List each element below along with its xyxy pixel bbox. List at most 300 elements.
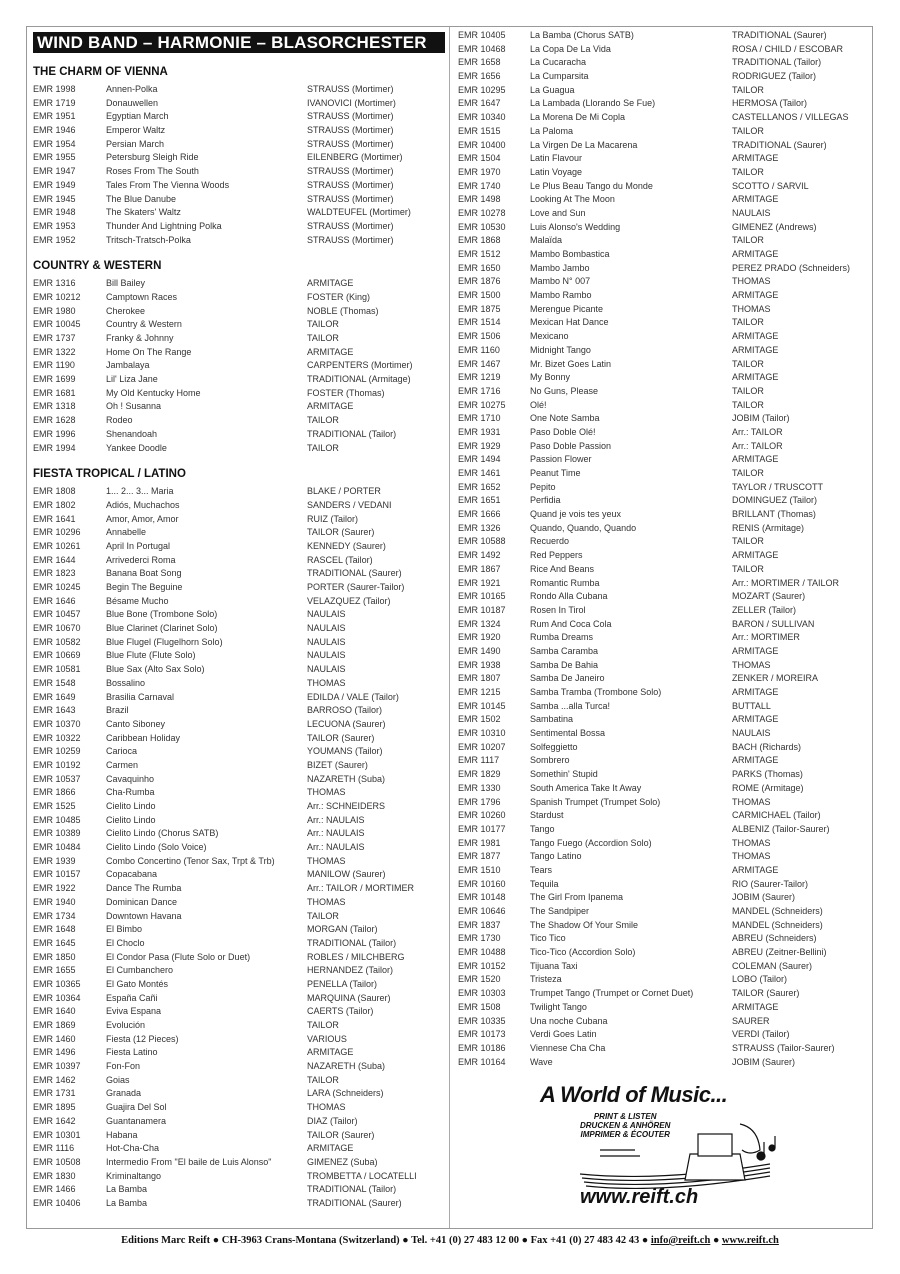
catalog-row[interactable] bbox=[458, 97, 870, 111]
composer-arranger: TAILOR bbox=[732, 536, 764, 547]
catalog-row[interactable] bbox=[33, 513, 445, 527]
piece-title: Goias bbox=[106, 1074, 130, 1085]
catalog-row[interactable] bbox=[458, 371, 870, 385]
catalog-row[interactable] bbox=[33, 1183, 445, 1197]
piece-title: Latin Voyage bbox=[530, 166, 583, 177]
piece-title: Habana bbox=[106, 1129, 138, 1140]
catalog-row[interactable] bbox=[458, 782, 870, 796]
catalog-row[interactable] bbox=[33, 110, 445, 124]
catalog-row[interactable] bbox=[33, 800, 445, 814]
catalog-number: EMR 10670 bbox=[33, 623, 81, 634]
catalog-row[interactable] bbox=[458, 494, 870, 508]
piece-title: Fon-Fon bbox=[106, 1061, 141, 1072]
catalog-number: EMR 1650 bbox=[458, 262, 501, 273]
reift-logo[interactable] bbox=[540, 1082, 790, 1212]
catalog-row[interactable] bbox=[458, 590, 870, 604]
catalog-row[interactable] bbox=[458, 1042, 870, 1056]
catalog-row[interactable] bbox=[33, 718, 445, 732]
catalog-row[interactable] bbox=[33, 318, 445, 332]
catalog-row[interactable] bbox=[33, 581, 445, 595]
catalog-row[interactable] bbox=[33, 1087, 445, 1101]
catalog-row[interactable] bbox=[33, 992, 445, 1006]
catalog-row[interactable] bbox=[458, 700, 870, 714]
composer-arranger: NAULAIS bbox=[732, 207, 771, 218]
composer-arranger: MARQUINA (Saurer) bbox=[307, 992, 391, 1003]
catalog-number: EMR 10400 bbox=[458, 139, 506, 150]
catalog-row[interactable] bbox=[458, 234, 870, 248]
catalog-row[interactable] bbox=[33, 151, 445, 165]
catalog-number: EMR 1318 bbox=[33, 401, 76, 412]
catalog-number: EMR 1642 bbox=[33, 1115, 76, 1126]
composer-arranger: ARMITAGE bbox=[732, 153, 779, 164]
composer-arranger: TAILOR bbox=[307, 1074, 339, 1085]
catalog-row[interactable] bbox=[458, 713, 870, 727]
composer-arranger: CAERTS (Tailor) bbox=[307, 1006, 374, 1017]
catalog-row[interactable] bbox=[458, 659, 870, 673]
catalog-number: EMR 10588 bbox=[458, 536, 506, 547]
catalog-row[interactable] bbox=[458, 467, 870, 481]
catalog-row[interactable] bbox=[458, 618, 870, 632]
composer-arranger: ARMITAGE bbox=[732, 454, 779, 465]
catalog-row[interactable] bbox=[458, 43, 870, 57]
composer-arranger: STRAUSS (Mortimer) bbox=[307, 220, 394, 231]
catalog-row[interactable] bbox=[458, 316, 870, 330]
catalog-row[interactable] bbox=[458, 440, 870, 454]
piece-title: Home On The Range bbox=[106, 346, 192, 357]
composer-arranger: TAILOR bbox=[732, 399, 764, 410]
catalog-row[interactable] bbox=[33, 910, 445, 924]
catalog-row[interactable] bbox=[33, 1115, 445, 1129]
catalog-row[interactable] bbox=[458, 796, 870, 810]
catalog-row[interactable] bbox=[458, 522, 870, 536]
catalog-row[interactable] bbox=[33, 691, 445, 705]
catalog-row[interactable] bbox=[33, 978, 445, 992]
catalog-row[interactable] bbox=[33, 1197, 445, 1211]
catalog-row[interactable] bbox=[33, 220, 445, 234]
website-link[interactable]: www.reift.ch bbox=[721, 1235, 779, 1246]
piece-title: Viennese Cha Cha bbox=[530, 1042, 606, 1053]
catalog-number: EMR 1945 bbox=[33, 193, 76, 204]
catalog-number: EMR 10192 bbox=[33, 759, 81, 770]
catalog-row[interactable] bbox=[458, 727, 870, 741]
catalog-row[interactable] bbox=[33, 745, 445, 759]
catalog-number: EMR 10389 bbox=[33, 828, 81, 839]
composer-arranger: Arr.: SCHNEIDERS bbox=[307, 801, 386, 811]
catalog-row[interactable] bbox=[458, 577, 870, 591]
catalog-row[interactable] bbox=[33, 359, 445, 373]
catalog-number: EMR 1808 bbox=[33, 486, 76, 497]
composer-arranger: TAILOR bbox=[732, 125, 764, 136]
catalog-row[interactable] bbox=[33, 773, 445, 787]
catalog-row[interactable] bbox=[33, 677, 445, 691]
catalog-row[interactable] bbox=[458, 823, 870, 837]
composer-arranger: NAZARETH (Suba) bbox=[307, 1061, 386, 1072]
piece-title: Mambo N° 007 bbox=[530, 276, 591, 287]
catalog-row[interactable] bbox=[458, 330, 870, 344]
catalog-number: EMR 1850 bbox=[33, 951, 76, 962]
catalog-number: EMR 1998 bbox=[33, 84, 76, 94]
catalog-number: EMR 1652 bbox=[458, 481, 501, 492]
piece-title: Malaïda bbox=[530, 235, 563, 246]
catalog-row[interactable] bbox=[33, 868, 445, 882]
catalog-row[interactable] bbox=[458, 604, 870, 618]
catalog-row[interactable] bbox=[33, 1156, 445, 1170]
catalog-row[interactable] bbox=[33, 234, 445, 248]
catalog-number: EMR 1647 bbox=[458, 98, 501, 109]
piece-title: Rum And Coca Cola bbox=[530, 618, 612, 629]
composer-arranger: BLAKE / PORTER bbox=[307, 486, 381, 497]
piece-title: The Shadow Of Your Smile bbox=[530, 919, 639, 930]
piece-title: La Bamba bbox=[106, 1197, 148, 1208]
catalog-row[interactable] bbox=[33, 841, 445, 855]
piece-title: Downtown Havana bbox=[106, 910, 182, 921]
catalog-number: EMR 1116 bbox=[33, 1143, 75, 1154]
catalog-row[interactable] bbox=[458, 672, 870, 686]
catalog-row[interactable] bbox=[458, 905, 870, 919]
composer-arranger: NAULAIS bbox=[307, 650, 346, 661]
piece-title: Rodeo bbox=[106, 415, 133, 426]
catalog-number: EMR 1498 bbox=[458, 194, 501, 205]
catalog-row[interactable] bbox=[458, 453, 870, 467]
catalog-number: EMR 1525 bbox=[33, 801, 76, 811]
composer-arranger: ARMITAGE bbox=[732, 194, 779, 205]
logo-url[interactable]: www.reift.ch bbox=[580, 1186, 699, 1208]
catalog-row[interactable] bbox=[33, 305, 445, 319]
catalog-row[interactable] bbox=[458, 535, 870, 549]
composer-arranger: BUTTALL bbox=[732, 700, 771, 711]
catalog-row[interactable] bbox=[458, 385, 870, 399]
catalog-row[interactable] bbox=[33, 649, 445, 663]
catalog-number: EMR 10405 bbox=[458, 30, 506, 40]
piece-title: South America Take It Away bbox=[530, 782, 642, 793]
catalog-number: EMR 1496 bbox=[33, 1047, 76, 1058]
composer-arranger: BARON / SULLIVAN bbox=[732, 618, 815, 629]
catalog-row[interactable] bbox=[33, 499, 445, 513]
catalog-number: EMR 1326 bbox=[458, 522, 501, 533]
composer-arranger: VARIOUS bbox=[307, 1033, 347, 1044]
piece-title: Mambo Jambo bbox=[530, 262, 590, 273]
catalog-row[interactable] bbox=[458, 207, 870, 221]
catalog-row[interactable] bbox=[33, 1074, 445, 1088]
catalog-row[interactable] bbox=[33, 814, 445, 828]
catalog-number: EMR 10488 bbox=[458, 947, 506, 958]
piece-title: Sambatina bbox=[530, 714, 574, 725]
piece-title: Blue Flugel (Flugelhorn Solo) bbox=[106, 636, 223, 647]
composer-arranger: SAURER bbox=[732, 1015, 770, 1026]
composer-arranger: STRAUSS (Tailor-Saurer) bbox=[732, 1042, 835, 1053]
catalog-row[interactable] bbox=[458, 180, 870, 194]
email-link[interactable]: info@reift.ch bbox=[650, 1235, 711, 1246]
catalog-row[interactable] bbox=[33, 540, 445, 554]
piece-title: Mexicano bbox=[530, 331, 569, 342]
composer-arranger: THOMAS bbox=[307, 787, 346, 798]
catalog-row[interactable] bbox=[33, 1033, 445, 1047]
composer-arranger: TAILOR (Saurer) bbox=[307, 1129, 375, 1140]
catalog-row[interactable] bbox=[458, 1001, 870, 1015]
composer-arranger: RASCEL (Tailor) bbox=[307, 554, 373, 565]
piece-title: Latin Flavour bbox=[530, 153, 583, 164]
catalog-number: EMR 10646 bbox=[458, 906, 506, 916]
catalog-row[interactable] bbox=[33, 206, 445, 220]
catalog-row[interactable] bbox=[33, 732, 445, 746]
composer-arranger: BARROSO (Tailor) bbox=[307, 705, 383, 716]
piece-title: La Cucaracha bbox=[530, 57, 587, 68]
catalog-row[interactable] bbox=[458, 960, 870, 974]
catalog-row[interactable] bbox=[33, 608, 445, 622]
catalog-row[interactable] bbox=[458, 850, 870, 864]
catalog-number: EMR 10669 bbox=[33, 650, 81, 661]
catalog-number: EMR 1646 bbox=[33, 595, 76, 606]
catalog-row[interactable] bbox=[33, 97, 445, 111]
catalog-row[interactable] bbox=[458, 84, 870, 98]
catalog-row[interactable] bbox=[458, 878, 870, 892]
catalog-row[interactable] bbox=[458, 193, 870, 207]
catalog-row[interactable] bbox=[458, 275, 870, 289]
catalog-row[interactable] bbox=[458, 344, 870, 358]
piece-title: Cielito Lindo (Chorus SATB) bbox=[106, 828, 219, 839]
catalog-number: EMR 10187 bbox=[458, 604, 506, 615]
catalog-row[interactable] bbox=[458, 303, 870, 317]
catalog-row[interactable] bbox=[33, 567, 445, 581]
catalog-row[interactable] bbox=[458, 809, 870, 823]
catalog-number: EMR 1866 bbox=[33, 787, 76, 798]
piece-title: Sentimental Bossa bbox=[530, 728, 606, 739]
catalog-row[interactable] bbox=[33, 485, 445, 499]
piece-title: Merengue Picante bbox=[530, 303, 604, 314]
catalog-number: EMR 1219 bbox=[458, 372, 501, 383]
catalog-row[interactable] bbox=[458, 891, 870, 905]
catalog-row[interactable] bbox=[33, 1101, 445, 1115]
catalog-number: EMR 1460 bbox=[33, 1033, 76, 1044]
catalog-row[interactable] bbox=[458, 864, 870, 878]
catalog-row[interactable] bbox=[33, 277, 445, 291]
catalog-row[interactable] bbox=[458, 70, 870, 84]
catalog-row[interactable] bbox=[33, 554, 445, 568]
catalog-row[interactable] bbox=[458, 549, 870, 563]
catalog-number: EMR 1955 bbox=[33, 152, 76, 163]
catalog-number: EMR 10186 bbox=[458, 1042, 506, 1053]
catalog-row[interactable] bbox=[33, 786, 445, 800]
composer-arranger: TAILOR bbox=[732, 563, 764, 574]
catalog-row[interactable] bbox=[458, 973, 870, 987]
catalog-row[interactable] bbox=[458, 932, 870, 946]
catalog-row[interactable] bbox=[33, 951, 445, 965]
catalog-number: EMR 1802 bbox=[33, 499, 76, 510]
catalog-row[interactable] bbox=[458, 1015, 870, 1029]
catalog-row[interactable] bbox=[33, 373, 445, 387]
catalog-row[interactable] bbox=[33, 663, 445, 677]
catalog-row[interactable] bbox=[458, 631, 870, 645]
catalog-row[interactable] bbox=[458, 221, 870, 235]
piece-title: Begin The Beguine bbox=[106, 582, 183, 592]
composer-arranger: CARPENTERS (Mortimer) bbox=[307, 360, 413, 371]
catalog-row[interactable] bbox=[33, 193, 445, 207]
catalog-number: EMR 1215 bbox=[458, 687, 501, 697]
piece-title: Bésame Mucho bbox=[106, 595, 169, 606]
catalog-number: EMR 1490 bbox=[458, 645, 501, 656]
piece-title: My Old Kentucky Home bbox=[106, 387, 201, 398]
composer-arranger: THOMAS bbox=[732, 837, 771, 848]
catalog-row[interactable] bbox=[33, 855, 445, 869]
composer-arranger: BACH (Richards) bbox=[732, 741, 802, 752]
composer-arranger: TRADITIONAL (Tailor) bbox=[307, 428, 397, 439]
catalog-row[interactable] bbox=[458, 125, 870, 139]
catalog-row[interactable] bbox=[458, 1028, 870, 1042]
composer-arranger: HERNANDEZ (Tailor) bbox=[307, 965, 394, 976]
catalog-number: EMR 1796 bbox=[458, 796, 501, 807]
catalog-row[interactable] bbox=[33, 138, 445, 152]
catalog-row[interactable] bbox=[33, 346, 445, 360]
catalog-number: EMR 10530 bbox=[458, 221, 506, 232]
catalog-row[interactable] bbox=[458, 686, 870, 700]
catalog-row[interactable] bbox=[458, 111, 870, 125]
catalog-row[interactable] bbox=[33, 827, 445, 841]
catalog-row[interactable] bbox=[33, 1019, 445, 1033]
piece-title: Verdi Goes Latin bbox=[530, 1029, 597, 1040]
catalog-number: EMR 1994 bbox=[33, 442, 76, 453]
catalog-row[interactable] bbox=[33, 165, 445, 179]
catalog-row[interactable] bbox=[33, 1170, 445, 1184]
catalog-row[interactable] bbox=[33, 882, 445, 896]
catalog-row[interactable] bbox=[458, 987, 870, 1001]
catalog-row[interactable] bbox=[458, 837, 870, 851]
catalog-row[interactable] bbox=[33, 964, 445, 978]
catalog-number: EMR 1730 bbox=[458, 933, 501, 944]
catalog-row[interactable] bbox=[33, 636, 445, 650]
catalog-number: EMR 1520 bbox=[458, 974, 501, 985]
composer-arranger: ABREU (Zeitner-Bellini) bbox=[732, 947, 827, 958]
composer-arranger: JOBIM (Saurer) bbox=[732, 892, 796, 903]
catalog-row[interactable] bbox=[458, 248, 870, 262]
catalog-row[interactable] bbox=[33, 1060, 445, 1074]
piece-title: Midnight Tango bbox=[530, 344, 591, 355]
catalog-row[interactable] bbox=[458, 563, 870, 577]
composer-arranger: BIZET (Saurer) bbox=[307, 759, 368, 770]
catalog-row[interactable] bbox=[458, 754, 870, 768]
composer-arranger: NAULAIS bbox=[732, 728, 771, 739]
piece-title: El Cumbanchero bbox=[106, 965, 174, 976]
catalog-row[interactable] bbox=[458, 166, 870, 180]
catalog-row[interactable] bbox=[458, 412, 870, 426]
catalog-row[interactable] bbox=[458, 262, 870, 276]
catalog-number: EMR 1737 bbox=[33, 333, 76, 343]
catalog-row[interactable] bbox=[33, 595, 445, 609]
catalog-row[interactable] bbox=[33, 83, 445, 97]
composer-arranger: Arr.: TAILOR bbox=[732, 426, 783, 437]
catalog-row[interactable] bbox=[458, 29, 870, 43]
catalog-row[interactable] bbox=[33, 414, 445, 428]
catalog-number: EMR 1719 bbox=[33, 97, 76, 108]
catalog-row[interactable] bbox=[33, 622, 445, 636]
catalog-number: EMR 1946 bbox=[33, 125, 76, 136]
catalog-number: EMR 1710 bbox=[458, 413, 501, 424]
catalog-row[interactable] bbox=[33, 332, 445, 346]
catalog-row[interactable] bbox=[33, 937, 445, 951]
composer-arranger: ARMITAGE bbox=[732, 755, 779, 766]
catalog-row[interactable] bbox=[33, 704, 445, 718]
catalog-row[interactable] bbox=[458, 139, 870, 153]
catalog-row[interactable] bbox=[33, 124, 445, 138]
catalog-banner: WIND BAND – HARMONIE – BLASORCHESTER bbox=[33, 32, 445, 53]
catalog-row[interactable] bbox=[458, 399, 870, 413]
composer-arranger: ARMITAGE bbox=[307, 1047, 354, 1058]
catalog-number: EMR 1512 bbox=[458, 249, 501, 259]
catalog-number: EMR 1954 bbox=[33, 138, 76, 149]
piece-title: Adiós, Muchachos bbox=[106, 499, 180, 510]
catalog-row[interactable] bbox=[33, 1046, 445, 1060]
catalog-row[interactable] bbox=[33, 1129, 445, 1143]
catalog-row[interactable] bbox=[33, 896, 445, 910]
composer-arranger: THOMAS bbox=[307, 855, 346, 866]
catalog-row[interactable] bbox=[33, 923, 445, 937]
composer-arranger: STRAUSS (Mortimer) bbox=[307, 166, 394, 177]
piece-title: Tango Fuego (Accordion Solo) bbox=[530, 837, 652, 848]
catalog-number: EMR 10537 bbox=[33, 773, 81, 784]
composer-arranger: PENELLA (Tailor) bbox=[307, 978, 378, 989]
composer-arranger: PARKS (Thomas) bbox=[732, 769, 803, 780]
piece-title: My Bonny bbox=[530, 372, 571, 383]
catalog-row[interactable] bbox=[33, 291, 445, 305]
composer-arranger: GIMENEZ (Suba) bbox=[307, 1156, 378, 1167]
catalog-number: EMR 10485 bbox=[33, 814, 81, 825]
composer-arranger: STRAUSS (Mortimer) bbox=[307, 138, 394, 149]
catalog-row[interactable] bbox=[33, 442, 445, 456]
piece-title: Twilight Tango bbox=[530, 1001, 587, 1012]
catalog-row[interactable] bbox=[458, 741, 870, 755]
catalog-number: EMR 1324 bbox=[458, 618, 501, 629]
catalog-row[interactable] bbox=[33, 526, 445, 540]
catalog-row[interactable] bbox=[458, 645, 870, 659]
catalog-row[interactable] bbox=[33, 387, 445, 401]
catalog-row[interactable] bbox=[33, 428, 445, 442]
catalog-number: EMR 10212 bbox=[33, 291, 81, 302]
catalog-row[interactable] bbox=[458, 289, 870, 303]
catalog-row[interactable] bbox=[33, 1005, 445, 1019]
catalog-row[interactable] bbox=[33, 179, 445, 193]
piece-title: Canto Siboney bbox=[106, 718, 166, 729]
piece-title: Solfeggietto bbox=[530, 741, 578, 752]
piece-title: Annen-Polka bbox=[106, 84, 158, 94]
piece-title: El Bimbo bbox=[106, 924, 143, 935]
catalog-row[interactable] bbox=[458, 946, 870, 960]
catalog-row[interactable] bbox=[458, 481, 870, 495]
catalog-row[interactable] bbox=[458, 1056, 870, 1070]
catalog-row[interactable] bbox=[458, 56, 870, 70]
composer-arranger: KENNEDY (Saurer) bbox=[307, 540, 386, 551]
catalog-row[interactable] bbox=[458, 358, 870, 372]
piece-title: Somethin' Stupid bbox=[530, 769, 598, 780]
catalog-number: EMR 1316 bbox=[33, 278, 76, 289]
catalog-number: EMR 1947 bbox=[33, 166, 76, 177]
catalog-row[interactable] bbox=[458, 768, 870, 782]
piece-title: Cielito Lindo (Solo Voice) bbox=[106, 842, 207, 853]
catalog-number: EMR 1869 bbox=[33, 1020, 76, 1030]
composer-arranger: Arr.: TAILOR bbox=[732, 440, 783, 451]
piece-title: Banana Boat Song bbox=[106, 568, 182, 579]
catalog-row[interactable] bbox=[33, 400, 445, 414]
catalog-number: EMR 1829 bbox=[458, 769, 501, 780]
catalog-row[interactable] bbox=[458, 152, 870, 166]
section-title: FIESTA TROPICAL / LATINO bbox=[33, 468, 186, 481]
catalog-row[interactable] bbox=[33, 1142, 445, 1156]
piece-title: Stardust bbox=[530, 810, 564, 821]
catalog-row[interactable] bbox=[458, 919, 870, 933]
composer-arranger: STRAUSS (Mortimer) bbox=[307, 111, 394, 122]
catalog-row[interactable] bbox=[33, 759, 445, 773]
piece-title: Le Plus Beau Tango du Monde bbox=[530, 180, 653, 191]
catalog-row[interactable] bbox=[458, 426, 870, 440]
catalog-row[interactable] bbox=[458, 508, 870, 522]
